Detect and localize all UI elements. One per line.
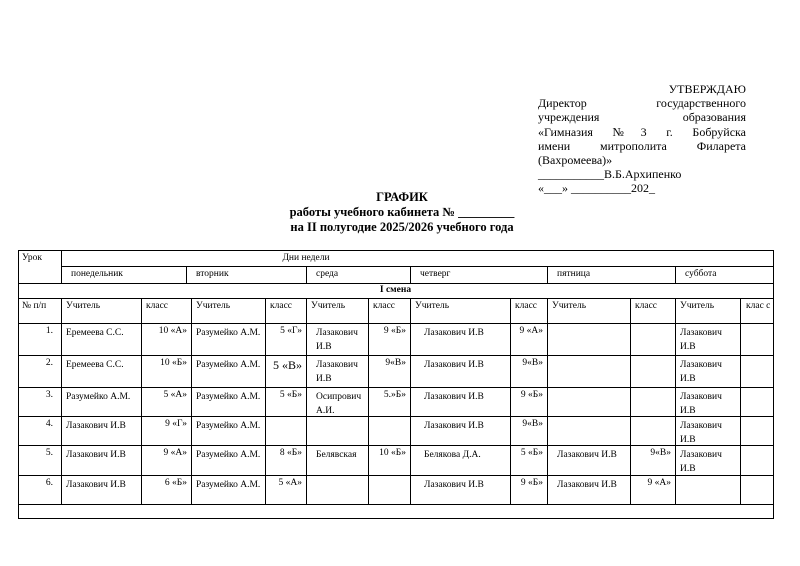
table-rule: [630, 298, 631, 504]
teacher-header: Учитель: [552, 301, 587, 311]
day-header-2: среда: [316, 269, 339, 279]
teacher-name: Осипрович А.И.: [316, 392, 362, 416]
teacher-name: Лазакович И.В: [66, 480, 126, 490]
class-header: класс: [270, 301, 293, 311]
teacher-name: Лазакович И.В: [557, 450, 617, 460]
teacher-name: Белякова Д.А.: [424, 450, 481, 460]
approval-date: «___» __________202_: [538, 181, 655, 196]
table-rule: [18, 250, 774, 251]
class-header: класс: [146, 301, 169, 311]
table-rule: [773, 250, 774, 519]
table-rule: [547, 266, 548, 283]
table-rule: [18, 416, 774, 417]
class-value: 10 «Б»: [379, 448, 406, 458]
table-rule: [306, 266, 307, 283]
class-header: класс: [373, 301, 396, 311]
teacher-header: Учитель: [311, 301, 346, 311]
teacher-name: Лазакович И.В: [66, 421, 126, 431]
teacher-name: Лазакович И.В: [424, 421, 484, 431]
class-value: 9«В»: [385, 358, 406, 368]
teacher-header: Учитель: [66, 301, 101, 311]
class-value: 5.»Б»: [383, 390, 406, 400]
table-rule: [18, 518, 774, 519]
teacher-name: Лазакович И.В: [424, 360, 484, 370]
class-value: 5 «Б»: [279, 390, 302, 400]
day-header-4: пятница: [557, 269, 591, 279]
teacher-name: Лазакович И.В: [424, 392, 484, 402]
teacher-name: Белявская: [316, 450, 357, 460]
class-value: 5 «А»: [278, 478, 302, 488]
class-value: 9«В»: [650, 448, 671, 458]
table-rule: [547, 298, 548, 504]
approval-signature: ___________В.Б.Архипенко: [538, 167, 682, 182]
heading-subtitle: работы учебного кабинета № _________: [289, 205, 515, 219]
day-header-5: суббота: [685, 269, 717, 279]
table-rule: [410, 266, 411, 283]
days-header: Дни недели: [282, 253, 330, 263]
teacher-name: Лазакович И.В: [557, 480, 617, 490]
table-rule: [18, 283, 774, 284]
teacher-header: Учитель: [196, 301, 231, 311]
table-rule: [410, 298, 411, 504]
class-value: 9 «Б»: [383, 326, 406, 336]
teacher-name: Разумейко А.М.: [196, 421, 261, 431]
class-header: класс: [635, 301, 658, 311]
table-rule: [675, 298, 676, 504]
teacher-name: Лазакович И.В: [680, 360, 722, 384]
row-number: 3.: [45, 390, 53, 400]
teacher-name: Разумейко А.М.: [196, 392, 261, 402]
table-rule: [61, 298, 62, 504]
approval-line: «Гимназия №3 г. Бобруйска: [538, 124, 746, 139]
table-rule: [18, 298, 774, 299]
class-value: 9«В»: [522, 419, 543, 429]
table-rule: [740, 298, 741, 504]
row-number: 6.: [45, 478, 53, 488]
teacher-name: Разумейко А.М.: [196, 328, 261, 338]
class-header: клас с: [746, 301, 771, 311]
teacher-header: Учитель: [415, 301, 450, 311]
day-header-3: четверг: [420, 269, 451, 279]
teacher-name: Лазакович И.В: [66, 450, 126, 460]
teacher-name: Разумейко А.М.: [196, 480, 261, 490]
teacher-name: Лазакович И.В: [316, 328, 358, 352]
class-value: 9 «Б»: [520, 478, 543, 488]
class-value: 5 «Г»: [280, 326, 302, 336]
teacher-name: Лазакович И.В: [680, 421, 722, 445]
class-value: 9 «Г»: [165, 419, 187, 429]
table-rule: [306, 298, 307, 504]
class-value: 10 «А»: [158, 326, 187, 336]
teacher-name: Разумейко А.М.: [196, 450, 261, 460]
class-value: 5 «А»: [163, 390, 187, 400]
table-rule: [18, 323, 774, 324]
table-rule: [18, 504, 774, 505]
teacher-name: Лазакович И.В: [424, 480, 484, 490]
class-value: 9 «Б»: [520, 390, 543, 400]
table-rule: [18, 355, 774, 356]
table-rule: [18, 387, 774, 388]
teacher-header: Учитель: [680, 301, 715, 311]
teacher-name: Лазакович И.В: [680, 450, 722, 474]
table-rule: [18, 475, 774, 476]
approval-line: имени митрополита Филарета: [538, 138, 746, 153]
row-number: 1.: [45, 326, 53, 336]
heading-title: ГРАФИК: [376, 190, 428, 204]
heading-period: на II полугодие 2025/2026 учебного года: [290, 220, 514, 234]
class-header: класс: [515, 301, 538, 311]
teacher-name: Разумейко А.М.: [196, 360, 261, 370]
class-value: 9 «А»: [519, 326, 543, 336]
teacher-name: Еремеева С.С.: [66, 328, 124, 338]
class-value: 9 «А»: [163, 448, 187, 458]
row-number: 4.: [45, 419, 53, 429]
teacher-name: Лазакович И.В: [424, 328, 484, 338]
class-value: 6 «Б»: [164, 478, 187, 488]
number-header: № п/п: [22, 301, 47, 311]
teacher-name: Лазакович И.В: [680, 392, 722, 416]
class-value: 5 «В»: [272, 358, 302, 372]
shift-label: I смена: [379, 285, 412, 295]
class-value: 9«В»: [522, 358, 543, 368]
teacher-name: Разумейко А.М.: [66, 392, 131, 402]
lesson-header: Урок: [22, 253, 43, 263]
approval-line: учреждения образования: [538, 110, 746, 125]
table-rule: [675, 266, 676, 283]
row-number: 5.: [45, 448, 53, 458]
day-header-0: понедельник: [71, 269, 123, 279]
row-number: 2.: [45, 358, 53, 368]
table-rule: [186, 266, 187, 283]
approval-line: Директор государственного: [538, 96, 746, 111]
class-value: 10 «Б»: [160, 358, 187, 368]
class-value: 8 «Б»: [279, 448, 302, 458]
teacher-name: Еремеева С.С.: [66, 360, 124, 370]
day-header-1: вторник: [196, 269, 229, 279]
teacher-name: Лазакович И.В: [316, 360, 358, 384]
class-value: 9 «А»: [647, 478, 671, 488]
table-rule: [191, 298, 192, 504]
approval-title: УТВЕРЖДАЮ: [668, 82, 746, 96]
class-value: 5 «Б»: [520, 448, 543, 458]
teacher-name: Лазакович И.В: [680, 328, 722, 352]
table-rule: [18, 445, 774, 446]
table-rule: [61, 266, 774, 267]
approval-line: (Вахромеева)»: [538, 153, 613, 168]
